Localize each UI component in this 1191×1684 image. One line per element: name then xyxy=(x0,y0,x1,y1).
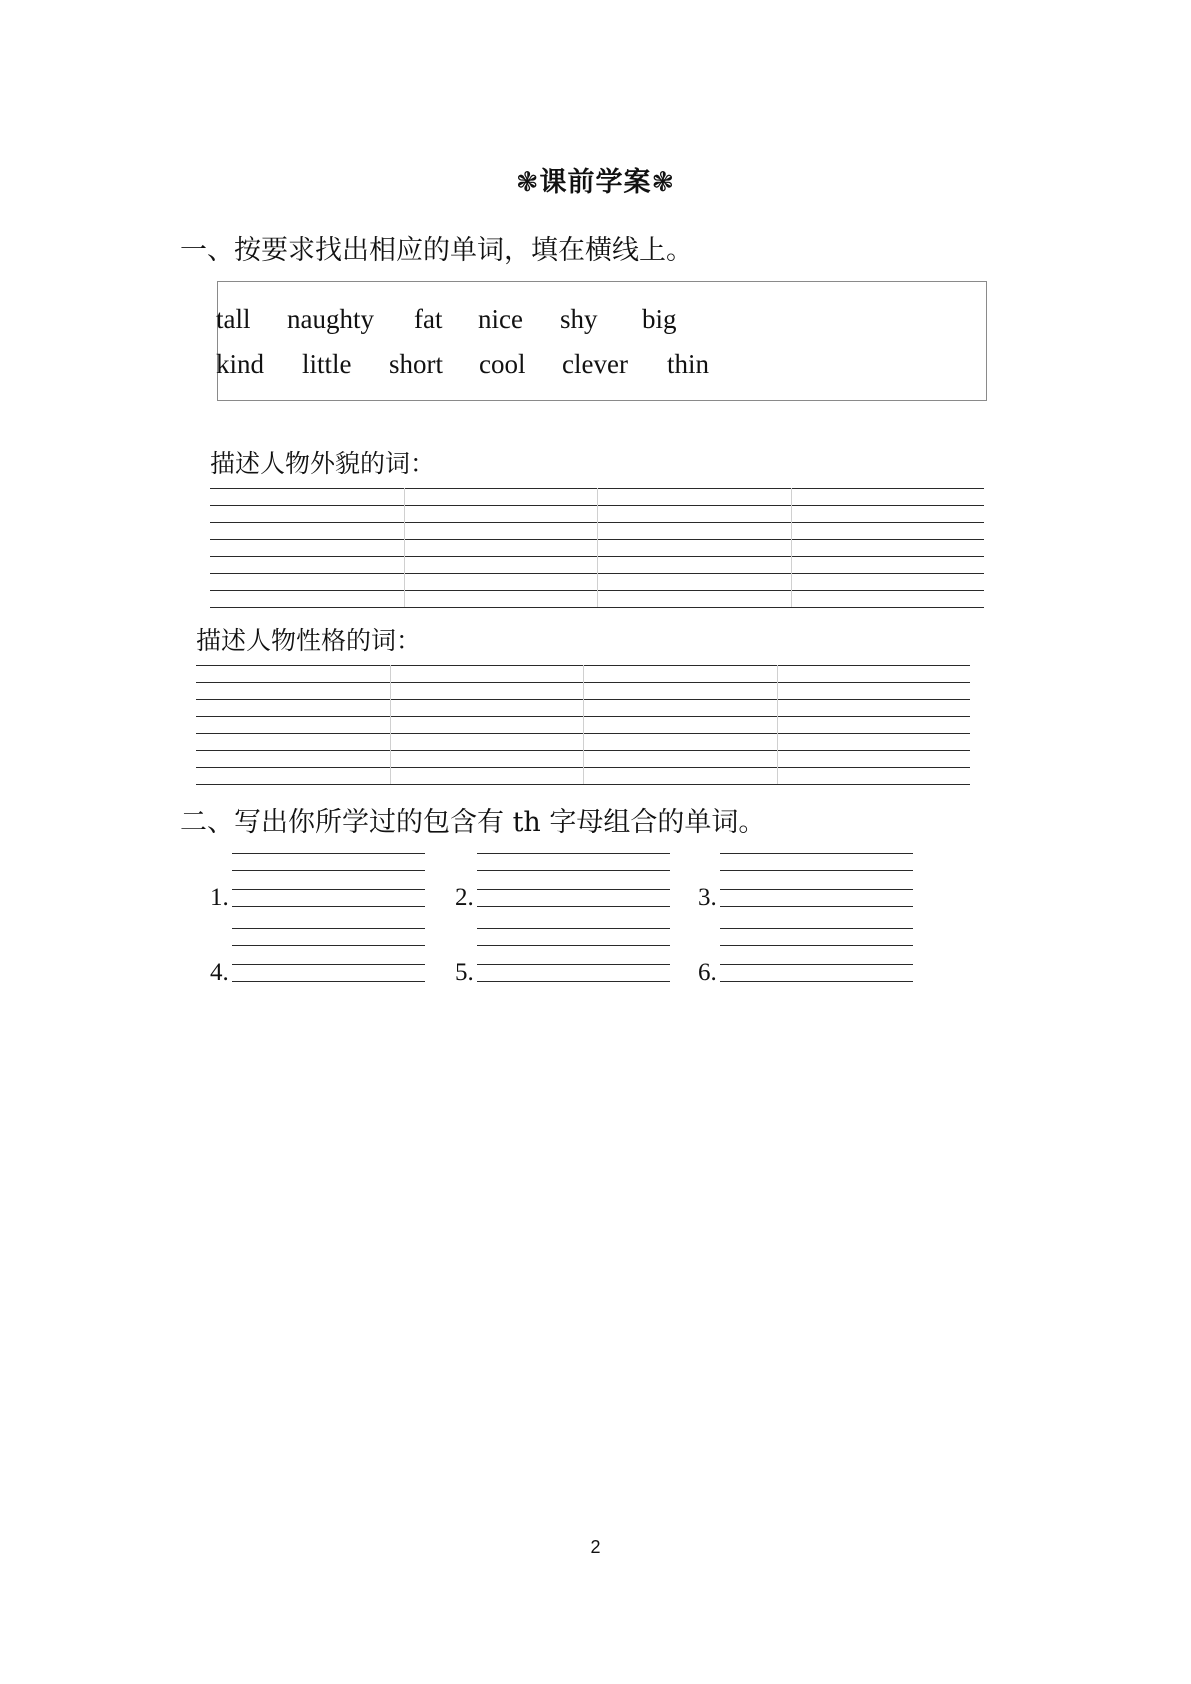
word-bank-word: kind xyxy=(216,349,265,379)
answer-line[interactable] xyxy=(477,945,670,946)
answer-line[interactable] xyxy=(720,928,913,929)
word-bank-word: clever xyxy=(562,349,628,379)
answer-line[interactable] xyxy=(477,928,670,929)
item-number: 5. xyxy=(455,959,474,986)
answer-line[interactable] xyxy=(232,981,425,982)
item-number: 1. xyxy=(210,884,229,911)
answer-line[interactable] xyxy=(720,945,913,946)
page-number: 2 xyxy=(590,1537,601,1557)
item-number: 3. xyxy=(698,884,717,911)
word-bank-word: naughty xyxy=(287,304,374,334)
answer-line[interactable] xyxy=(232,870,425,871)
word-bank-word: fat xyxy=(414,304,443,334)
word-bank-word: short xyxy=(389,349,443,379)
section2-heading: 二、写出你所学过的包含有 th 字母组合的单词。 xyxy=(180,807,766,838)
item-number: 6. xyxy=(698,959,717,986)
answer-line[interactable] xyxy=(232,945,425,946)
answer-line[interactable] xyxy=(720,981,913,982)
answer-line[interactable] xyxy=(477,870,670,871)
answer-line[interactable] xyxy=(232,964,425,965)
item-number: 4. xyxy=(210,959,229,986)
answer-line[interactable] xyxy=(477,981,670,982)
word-bank-word: little xyxy=(302,349,352,379)
answer-line[interactable] xyxy=(720,964,913,965)
word-bank-word: nice xyxy=(478,304,523,334)
word-bank-word: cool xyxy=(479,349,526,379)
answer-line[interactable] xyxy=(232,928,425,929)
answer-line[interactable] xyxy=(477,964,670,965)
answer-line[interactable] xyxy=(720,870,913,871)
answer-line[interactable] xyxy=(720,906,913,907)
answer-line[interactable] xyxy=(477,889,670,890)
appearance-label: 描述人物外貌的词： xyxy=(210,449,436,478)
word-bank-word: thin xyxy=(667,349,710,379)
answer-line[interactable] xyxy=(720,889,913,890)
word-bank-word: shy xyxy=(560,304,598,334)
answer-line[interactable] xyxy=(232,906,425,907)
item-number: 2. xyxy=(455,884,474,911)
answer-line[interactable] xyxy=(720,853,913,854)
word-bank-word: tall xyxy=(216,304,251,334)
page-title: ❃课前学案❃ xyxy=(515,167,676,198)
answer-line[interactable] xyxy=(232,889,425,890)
answer-line[interactable] xyxy=(232,853,425,854)
personality-label: 描述人物性格的词： xyxy=(196,626,422,655)
answer-line[interactable] xyxy=(477,853,670,854)
answer-line[interactable] xyxy=(477,906,670,907)
section1-heading: 一、按要求找出相应的单词，填在横线上。 xyxy=(180,235,693,266)
word-bank-word: big xyxy=(642,304,677,334)
